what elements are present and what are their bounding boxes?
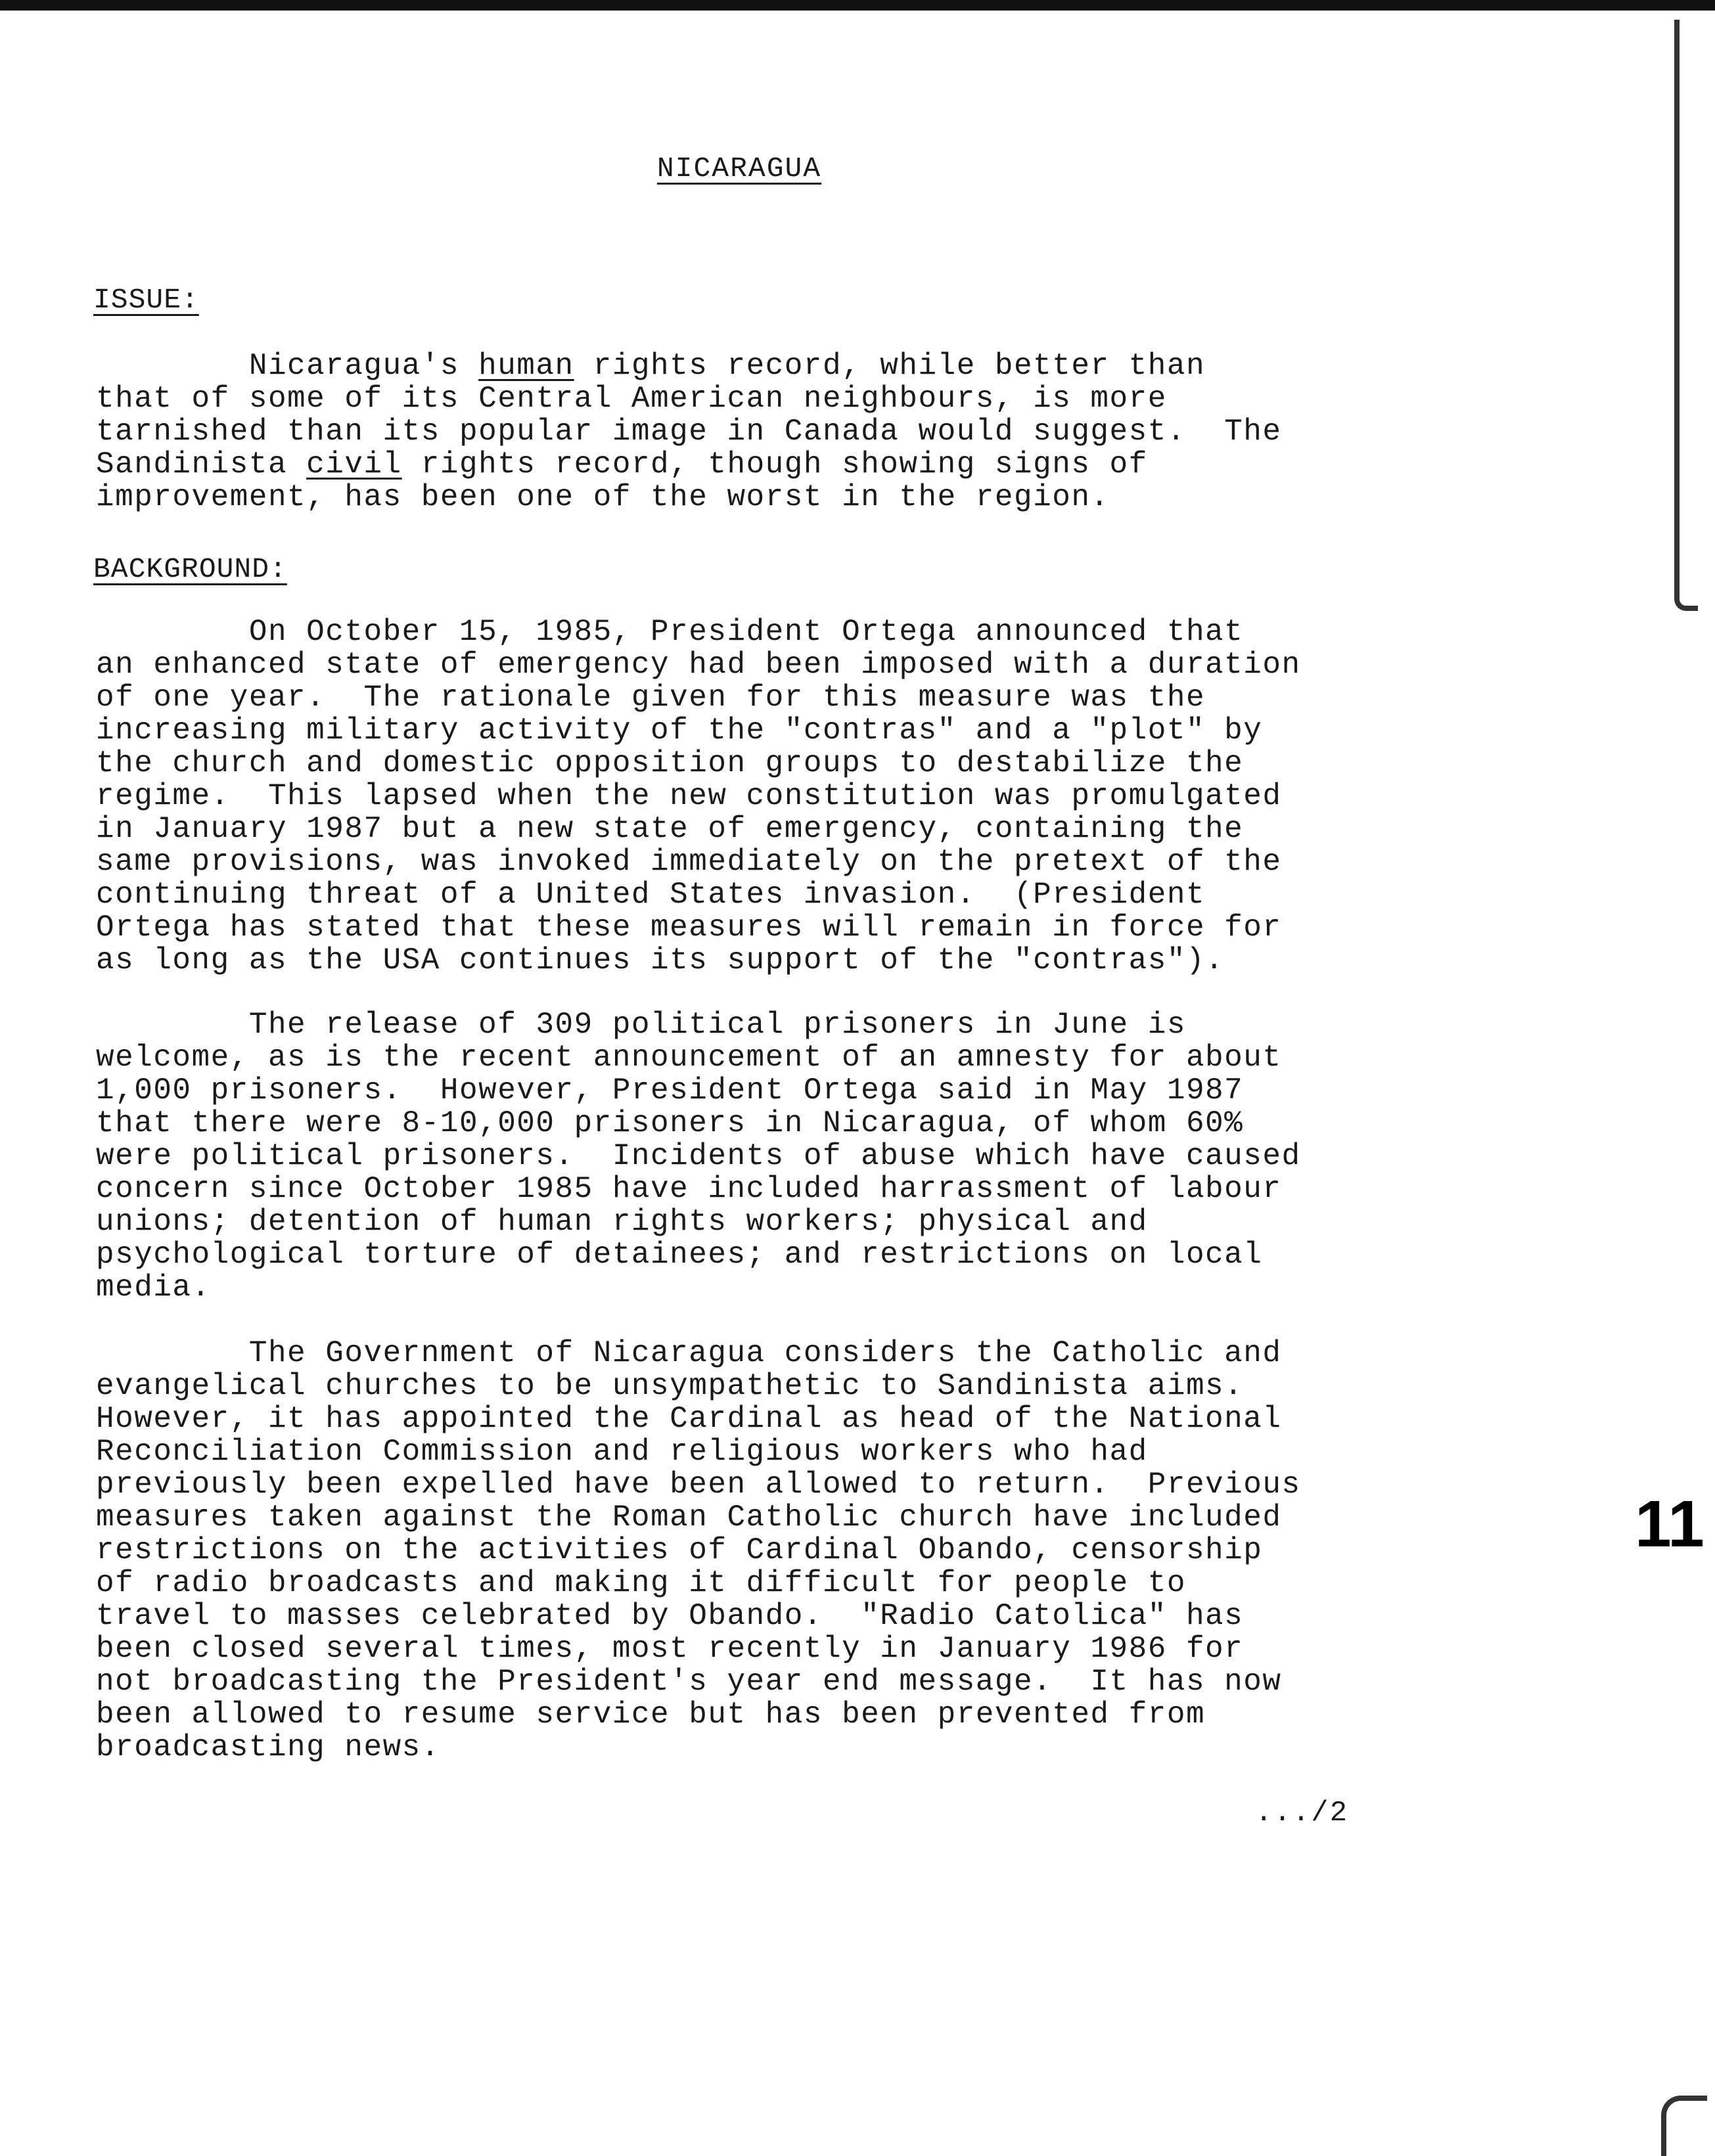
background-heading: BACKGROUND: bbox=[93, 553, 287, 585]
scan-top-border bbox=[0, 0, 1715, 11]
background-paragraph-2: The release of 309 political prisoners in June is welcome, as is the recent announcement of an amnesty for about 1,000 prisoners. However, President Ortega said in May 1987 that there were 8-10,000 prisoners in Nicaragua, of whom 60% were political prisoners. Incidents of abuse which have caused concern since October 1985 have included harrassment of labour unions; detention of human rights workers; physical and psychological torture of detainees; and restrictions on local media. bbox=[96, 1008, 1301, 1305]
issue-paragraph: Nicaragua's human rights record, while better than that of some of its Central American neighbours, is more tarnished than its popular image in Canada would suggest. The Sandinista civil rights record, though showing signs of improvement, has been one of the worst in the region. bbox=[96, 349, 1282, 514]
page-title: NICARAGUA bbox=[656, 152, 822, 185]
scan-corner-mark bbox=[1661, 2096, 1707, 2156]
issue-heading: ISSUE: bbox=[93, 284, 199, 316]
scan-binder-bracket bbox=[1674, 20, 1698, 611]
background-paragraph-1: On October 15, 1985, President Ortega announced that an enhanced state of emergency had been imposed with a duration of one year. The rationale given for this measure was the increasing military activity of the "contras" and a "plot" by the church and domestic opposition groups to destabilize the regime. This lapsed when the new constitution was promulgated in January 1987 but a new state of emergency, containing the same provisions, was invoked immediately on the pretext of the continuing threat of a United States invasion. (President Ortega has stated that these measures will remain in force for as long as the USA continues its support of the "contras"). bbox=[96, 615, 1301, 977]
continuation-marker: .../2 bbox=[1255, 1797, 1349, 1830]
background-paragraph-3: The Government of Nicaragua considers the Catholic and evangelical churches to be unsympathetic to Sandinista aims. However, it has appointed the Cardinal as head of the National Reconciliation Commission and religious workers who had previously been expelled have been allowed to return. Previous measures taken against the Roman Catholic church have included restrictions on the activities of Cardinal Obando, censorship of radio broadcasts and making it difficult for people to travel to masses celebrated by Obando. "Radio Catolica" has been closed several times, most recently in January 1986 for not broadcasting the President's year end message. It has now been allowed to resume service but has been prevented from broadcasting news. bbox=[96, 1336, 1301, 1764]
page-number: 11 bbox=[1635, 1487, 1704, 1561]
